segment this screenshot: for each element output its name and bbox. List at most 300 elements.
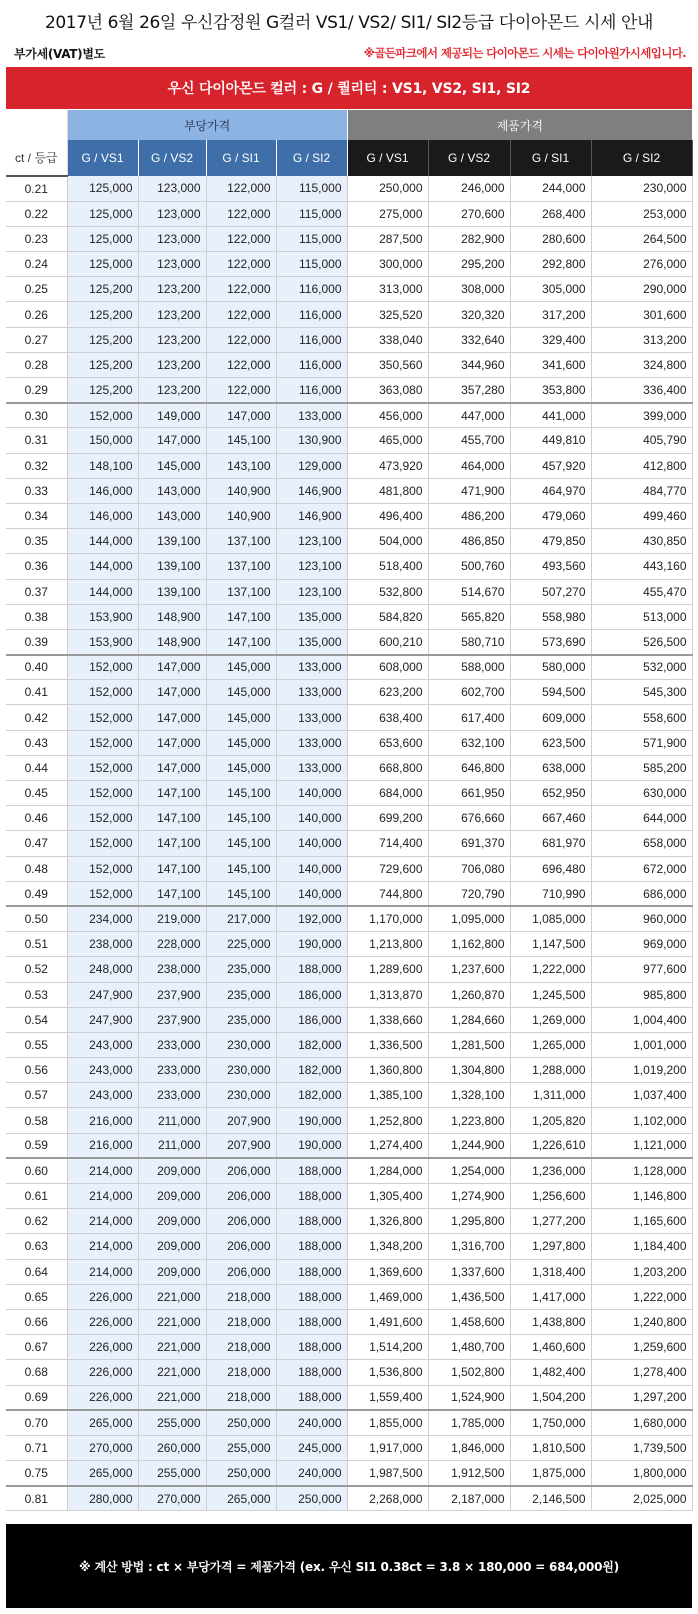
table-row [6, 906, 692, 931]
carat-cell: 0.44 [6, 755, 67, 780]
cost-price-cell: 214,000 [67, 1184, 138, 1209]
table-row [6, 1083, 692, 1108]
product-price-cell: 1,337,600 [428, 1259, 510, 1284]
table-row [6, 1335, 692, 1360]
product-price-cell: 1,846,000 [428, 1435, 510, 1460]
carat-cell: 0.55 [6, 1032, 67, 1057]
cost-price-cell: 123,100 [276, 529, 347, 554]
product-price-cell: 344,960 [428, 352, 510, 377]
cost-price-cell: 211,000 [138, 1133, 206, 1158]
product-price-cell: 1,855,000 [347, 1410, 428, 1435]
product-price-cell: 1,146,800 [591, 1184, 692, 1209]
cost-price-cell: 122,000 [206, 252, 276, 277]
cost-price-cell: 209,000 [138, 1184, 206, 1209]
product-price-cell: 301,600 [591, 302, 692, 327]
table-row [6, 1435, 692, 1460]
cost-price-cell: 188,000 [276, 1184, 347, 1209]
cost-price-cell: 123,200 [138, 378, 206, 403]
cost-price-cell: 233,000 [138, 1083, 206, 1108]
product-price-cell: 430,850 [591, 529, 692, 554]
cost-price-cell: 145,100 [206, 881, 276, 906]
product-price-cell: 1,245,500 [510, 982, 591, 1007]
cost-price-cell: 147,000 [138, 655, 206, 680]
product-price-cell: 276,000 [591, 252, 692, 277]
product-price-cell: 518,400 [347, 554, 428, 579]
product-price-cell: 584,820 [347, 604, 428, 629]
cost-price-cell: 225,000 [206, 932, 276, 957]
cost-price-cell: 218,000 [206, 1385, 276, 1410]
carat-cell: 0.61 [6, 1184, 67, 1209]
cost-col-header: G / VS2 [138, 140, 206, 176]
cost-price-cell: 228,000 [138, 932, 206, 957]
table-row [6, 1108, 692, 1133]
cost-price-cell: 115,000 [276, 176, 347, 201]
cost-price-cell: 250,000 [206, 1461, 276, 1486]
cost-price-cell: 221,000 [138, 1385, 206, 1410]
cost-price-cell: 234,000 [67, 906, 138, 931]
product-price-cell: 1,004,400 [591, 1007, 692, 1032]
product-price-cell: 1,785,000 [428, 1410, 510, 1435]
product-price-cell: 507,270 [510, 579, 591, 604]
product-price-cell: 1,800,000 [591, 1461, 692, 1486]
cost-price-cell: 122,000 [206, 277, 276, 302]
cost-price-cell: 143,000 [138, 478, 206, 503]
carat-cell: 0.32 [6, 453, 67, 478]
product-price-cell: 1,226,610 [510, 1133, 591, 1158]
product-price-cell: 1,318,400 [510, 1259, 591, 1284]
product-price-cell: 230,000 [591, 176, 692, 201]
cost-price-cell: 188,000 [276, 957, 347, 982]
cost-price-cell: 207,900 [206, 1133, 276, 1158]
table-row [6, 1259, 692, 1284]
cost-price-cell: 123,000 [138, 176, 206, 201]
product-price-cell: 2,025,000 [591, 1486, 692, 1511]
carat-cell: 0.39 [6, 629, 67, 654]
cost-price-cell: 206,000 [206, 1259, 276, 1284]
cost-price-cell: 190,000 [276, 1133, 347, 1158]
table-row [6, 856, 692, 881]
carat-cell: 0.58 [6, 1108, 67, 1133]
carat-cell: 0.81 [6, 1486, 67, 1511]
product-price-cell: 696,480 [510, 856, 591, 881]
product-price-cell: 486,850 [428, 529, 510, 554]
cost-price-cell: 219,000 [138, 906, 206, 931]
product-col-header: G / VS1 [347, 140, 428, 176]
carat-cell: 0.50 [6, 906, 67, 931]
cost-price-cell: 188,000 [276, 1234, 347, 1259]
carat-cell: 0.47 [6, 831, 67, 856]
product-price-cell: 729,600 [347, 856, 428, 881]
product-price-cell: 513,000 [591, 604, 692, 629]
cost-price-cell: 192,000 [276, 906, 347, 931]
product-price-cell: 652,950 [510, 781, 591, 806]
product-price-cell: 1,326,800 [347, 1209, 428, 1234]
product-price-cell: 1,469,000 [347, 1284, 428, 1309]
product-price-cell: 447,000 [428, 403, 510, 428]
product-price-cell: 1,213,800 [347, 932, 428, 957]
product-price-cell: 571,900 [591, 730, 692, 755]
cost-price-cell: 147,100 [138, 881, 206, 906]
product-price-cell: 1,274,900 [428, 1184, 510, 1209]
product-price-cell: 1,277,200 [510, 1209, 591, 1234]
product-price-cell: 1,203,200 [591, 1259, 692, 1284]
product-price-cell: 2,187,000 [428, 1486, 510, 1511]
product-price-cell: 493,560 [510, 554, 591, 579]
product-price-cell: 305,000 [510, 277, 591, 302]
cost-price-cell: 140,900 [206, 478, 276, 503]
product-price-cell: 580,000 [510, 655, 591, 680]
cost-price-cell: 260,000 [138, 1435, 206, 1460]
product-price-cell: 565,820 [428, 604, 510, 629]
cost-price-cell: 152,000 [67, 705, 138, 730]
cost-price-cell: 235,000 [206, 1007, 276, 1032]
cost-price-cell: 116,000 [276, 327, 347, 352]
product-price-cell: 499,460 [591, 503, 692, 528]
cost-price-cell: 122,000 [206, 176, 276, 201]
product-col-header: G / SI2 [591, 140, 692, 176]
cost-price-cell: 116,000 [276, 277, 347, 302]
cost-price-cell: 153,900 [67, 604, 138, 629]
product-price-cell: 1,244,900 [428, 1133, 510, 1158]
product-price-cell: 1,269,000 [510, 1007, 591, 1032]
product-price-cell: 1,259,600 [591, 1335, 692, 1360]
product-price-cell: 1,128,000 [591, 1158, 692, 1183]
carat-cell: 0.25 [6, 277, 67, 302]
product-price-cell: 1,095,000 [428, 906, 510, 931]
cost-price-cell: 145,100 [206, 856, 276, 881]
product-price-cell: 1,237,600 [428, 957, 510, 982]
cost-price-cell: 129,000 [276, 453, 347, 478]
cost-price-cell: 206,000 [206, 1184, 276, 1209]
cost-price-cell: 152,000 [67, 781, 138, 806]
product-price-cell: 320,320 [428, 302, 510, 327]
cost-price-cell: 218,000 [206, 1360, 276, 1385]
product-price-cell: 646,800 [428, 755, 510, 780]
table-row [6, 1284, 692, 1309]
product-price-cell: 264,500 [591, 226, 692, 251]
table-row [6, 529, 692, 554]
cost-price-cell: 123,000 [138, 226, 206, 251]
table-row [6, 781, 692, 806]
cost-price-cell: 139,100 [138, 579, 206, 604]
cost-price-cell: 230,000 [206, 1058, 276, 1083]
cost-price-cell: 149,000 [138, 403, 206, 428]
product-price-cell: 1,328,100 [428, 1083, 510, 1108]
product-price-cell: 313,200 [591, 327, 692, 352]
table-row [6, 352, 692, 377]
cost-price-cell: 152,000 [67, 730, 138, 755]
group-header-row [6, 110, 692, 140]
product-price-cell: 473,920 [347, 453, 428, 478]
cost-price-cell: 147,100 [138, 831, 206, 856]
table-row [6, 1385, 692, 1410]
product-price-cell: 602,700 [428, 680, 510, 705]
table-row [6, 403, 692, 428]
table-row [6, 1360, 692, 1385]
cost-price-cell: 226,000 [67, 1335, 138, 1360]
product-price-cell: 1,297,800 [510, 1234, 591, 1259]
cost-price-cell: 230,000 [206, 1083, 276, 1108]
cost-price-cell: 137,100 [206, 529, 276, 554]
cost-price-cell: 152,000 [67, 806, 138, 831]
cost-price-cell: 152,000 [67, 680, 138, 705]
carat-cell: 0.31 [6, 428, 67, 453]
product-price-cell: 1,254,000 [428, 1158, 510, 1183]
product-price-cell: 653,600 [347, 730, 428, 755]
cost-price-cell: 123,200 [138, 352, 206, 377]
product-price-cell: 1,460,600 [510, 1335, 591, 1360]
product-price-cell: 585,200 [591, 755, 692, 780]
cost-price-cell: 265,000 [67, 1461, 138, 1486]
product-price-cell: 1,121,000 [591, 1133, 692, 1158]
product-price-cell: 1,019,200 [591, 1058, 692, 1083]
product-price-cell: 638,000 [510, 755, 591, 780]
cost-price-cell: 240,000 [276, 1410, 347, 1435]
cost-price-cell: 238,000 [138, 957, 206, 982]
product-price-cell: 608,000 [347, 655, 428, 680]
product-price-cell: 691,370 [428, 831, 510, 856]
cost-price-cell: 122,000 [206, 352, 276, 377]
cost-price-cell: 147,000 [138, 730, 206, 755]
product-price-cell: 1,524,900 [428, 1385, 510, 1410]
cost-price-cell: 188,000 [276, 1259, 347, 1284]
cost-price-cell: 188,000 [276, 1209, 347, 1234]
carat-cell: 0.54 [6, 1007, 67, 1032]
product-price-cell: 1,536,800 [347, 1360, 428, 1385]
cost-price-cell: 116,000 [276, 352, 347, 377]
cost-price-cell: 206,000 [206, 1209, 276, 1234]
table-row [6, 629, 692, 654]
carat-cell: 0.28 [6, 352, 67, 377]
table-row [6, 831, 692, 856]
cost-price-cell: 133,000 [276, 680, 347, 705]
cost-price-cell: 135,000 [276, 629, 347, 654]
cost-price-cell: 115,000 [276, 201, 347, 226]
product-price-cell: 336,400 [591, 378, 692, 403]
product-price-cell: 1,338,660 [347, 1007, 428, 1032]
product-price-cell: 985,800 [591, 982, 692, 1007]
product-price-cell: 484,770 [591, 478, 692, 503]
product-price-cell: 1,311,000 [510, 1083, 591, 1108]
cost-price-cell: 140,000 [276, 831, 347, 856]
cost-col-header: G / VS1 [67, 140, 138, 176]
product-price-cell: 1,739,500 [591, 1435, 692, 1460]
cost-price-cell: 144,000 [67, 529, 138, 554]
carat-cell: 0.59 [6, 1133, 67, 1158]
cost-price-cell: 237,900 [138, 982, 206, 1007]
carat-cell: 0.66 [6, 1309, 67, 1334]
cost-price-cell: 147,000 [138, 680, 206, 705]
cost-price-cell: 150,000 [67, 428, 138, 453]
cost-price-cell: 211,000 [138, 1108, 206, 1133]
product-price-cell: 1,917,000 [347, 1435, 428, 1460]
cost-price-cell: 137,100 [206, 554, 276, 579]
column-header-row [6, 140, 692, 176]
product-price-cell: 1,281,500 [428, 1032, 510, 1057]
table-row [6, 503, 692, 528]
cost-price-cell: 147,100 [138, 781, 206, 806]
table-row [6, 730, 692, 755]
product-price-cell: 720,790 [428, 881, 510, 906]
table-row [6, 327, 692, 352]
product-price-cell: 412,800 [591, 453, 692, 478]
cost-price-cell: 130,900 [276, 428, 347, 453]
product-price-cell: 1,278,400 [591, 1360, 692, 1385]
product-price-cell: 658,000 [591, 831, 692, 856]
product-price-cell: 744,800 [347, 881, 428, 906]
cost-price-cell: 145,100 [206, 806, 276, 831]
product-price-cell: 1,284,660 [428, 1007, 510, 1032]
carat-cell: 0.70 [6, 1410, 67, 1435]
cost-price-cell: 123,200 [138, 302, 206, 327]
product-price-cell: 464,000 [428, 453, 510, 478]
product-price-cell: 588,000 [428, 655, 510, 680]
table-row [6, 1007, 692, 1032]
product-price-cell: 457,920 [510, 453, 591, 478]
table-row [6, 1158, 692, 1183]
carat-cell: 0.52 [6, 957, 67, 982]
carat-cell: 0.75 [6, 1461, 67, 1486]
cost-price-cell: 226,000 [67, 1360, 138, 1385]
product-price-cell: 244,000 [510, 176, 591, 201]
product-price-cell: 1,502,800 [428, 1360, 510, 1385]
cost-price-cell: 133,000 [276, 730, 347, 755]
cost-price-cell: 133,000 [276, 705, 347, 730]
table-row [6, 302, 692, 327]
cost-price-cell: 235,000 [206, 957, 276, 982]
cost-price-cell: 221,000 [138, 1335, 206, 1360]
carat-cell: 0.26 [6, 302, 67, 327]
carat-cell: 0.33 [6, 478, 67, 503]
cost-price-cell: 188,000 [276, 1284, 347, 1309]
cost-price-cell: 122,000 [206, 378, 276, 403]
cost-price-cell: 209,000 [138, 1158, 206, 1183]
cost-price-cell: 270,000 [67, 1435, 138, 1460]
product-price-cell: 1,170,000 [347, 906, 428, 931]
product-price-cell: 532,800 [347, 579, 428, 604]
product-price-cell: 308,000 [428, 277, 510, 302]
product-price-cell: 580,710 [428, 629, 510, 654]
cost-price-cell: 206,000 [206, 1234, 276, 1259]
cost-price-cell: 115,000 [276, 252, 347, 277]
cost-price-cell: 280,000 [67, 1486, 138, 1511]
product-price-cell: 1,260,870 [428, 982, 510, 1007]
carat-cell: 0.48 [6, 856, 67, 881]
product-price-cell: 600,210 [347, 629, 428, 654]
product-price-cell: 1,385,100 [347, 1083, 428, 1108]
carat-cell: 0.69 [6, 1385, 67, 1410]
cost-price-cell: 116,000 [276, 302, 347, 327]
table-row [6, 957, 692, 982]
cost-price-cell: 265,000 [206, 1486, 276, 1511]
product-price-cell: 969,000 [591, 932, 692, 957]
cost-price-cell: 226,000 [67, 1284, 138, 1309]
cost-price-cell: 147,000 [138, 755, 206, 780]
product-price-cell: 1,085,000 [510, 906, 591, 931]
calculation-footer: ※ 계산 방법 : ct × 부당가격 = 제품가격 (ex. 우신 SI1 0.38ct = 3.8 × 180,000 = 684,000원) [6, 1524, 692, 1608]
product-price-cell: 1,417,000 [510, 1284, 591, 1309]
table-row [6, 1209, 692, 1234]
carat-cell: 0.27 [6, 327, 67, 352]
product-price-cell: 270,600 [428, 201, 510, 226]
carat-cell: 0.22 [6, 201, 67, 226]
cost-price-cell: 146,000 [67, 503, 138, 528]
cost-price-cell: 216,000 [67, 1108, 138, 1133]
cost-price-cell: 148,900 [138, 604, 206, 629]
product-price-cell: 479,060 [510, 503, 591, 528]
cost-price-cell: 221,000 [138, 1309, 206, 1334]
carat-cell: 0.60 [6, 1158, 67, 1183]
cost-price-cell: 190,000 [276, 932, 347, 957]
table-row [6, 655, 692, 680]
cost-price-cell: 125,200 [67, 378, 138, 403]
carat-cell: 0.29 [6, 378, 67, 403]
product-price-cell: 558,600 [591, 705, 692, 730]
cost-price-cell: 144,000 [67, 554, 138, 579]
product-price-cell: 1,295,800 [428, 1209, 510, 1234]
cost-price-cell: 123,200 [138, 277, 206, 302]
product-price-cell: 623,200 [347, 680, 428, 705]
product-price-cell: 246,000 [428, 176, 510, 201]
product-price-cell: 1,102,000 [591, 1108, 692, 1133]
cost-price-cell: 145,000 [206, 755, 276, 780]
quality-banner: 우신 다이아몬드 컬러 : G / 퀄리티 : VS1, VS2, SI1, SI2 [6, 67, 692, 109]
product-price-cell: 465,000 [347, 428, 428, 453]
carat-cell: 0.53 [6, 982, 67, 1007]
info-bar [6, 40, 692, 66]
cost-price-cell: 243,000 [67, 1058, 138, 1083]
product-price-cell: 500,760 [428, 554, 510, 579]
carat-cell: 0.21 [6, 176, 67, 201]
cost-price-cell: 147,100 [206, 604, 276, 629]
cost-price-cell: 233,000 [138, 1032, 206, 1057]
table-row [6, 378, 692, 403]
carat-cell: 0.42 [6, 705, 67, 730]
cost-price-cell: 140,000 [276, 856, 347, 881]
product-price-cell: 280,600 [510, 226, 591, 251]
table-row [6, 226, 692, 251]
product-price-cell: 300,000 [347, 252, 428, 277]
cost-price-cell: 152,000 [67, 856, 138, 881]
product-price-cell: 1,305,400 [347, 1184, 428, 1209]
cost-price-cell: 226,000 [67, 1309, 138, 1334]
table-row [6, 806, 692, 831]
cost-price-cell: 145,000 [206, 680, 276, 705]
cost-price-cell: 145,000 [206, 705, 276, 730]
carat-cell: 0.71 [6, 1435, 67, 1460]
carat-cell: 0.24 [6, 252, 67, 277]
table-row [6, 1486, 692, 1511]
table-row [6, 1032, 692, 1057]
product-price-cell: 341,600 [510, 352, 591, 377]
cost-price-cell: 188,000 [276, 1360, 347, 1385]
carat-cell: 0.62 [6, 1209, 67, 1234]
product-price-cell: 699,200 [347, 806, 428, 831]
carat-cell: 0.68 [6, 1360, 67, 1385]
carat-cell: 0.67 [6, 1335, 67, 1360]
cost-group-header: 부당가격 [67, 110, 347, 140]
product-price-cell: 1,514,200 [347, 1335, 428, 1360]
table-row [6, 201, 692, 226]
product-price-cell: 1,348,200 [347, 1234, 428, 1259]
product-price-cell: 676,660 [428, 806, 510, 831]
cost-price-cell: 123,100 [276, 579, 347, 604]
price-notice: ※골든파크에서 제공되는 다이아몬드 시세는 다이아원가시세입니다. [363, 46, 686, 60]
cost-price-cell: 115,000 [276, 226, 347, 251]
product-price-cell: 2,268,000 [347, 1486, 428, 1511]
cost-price-cell: 152,000 [67, 881, 138, 906]
cost-price-cell: 218,000 [206, 1309, 276, 1334]
